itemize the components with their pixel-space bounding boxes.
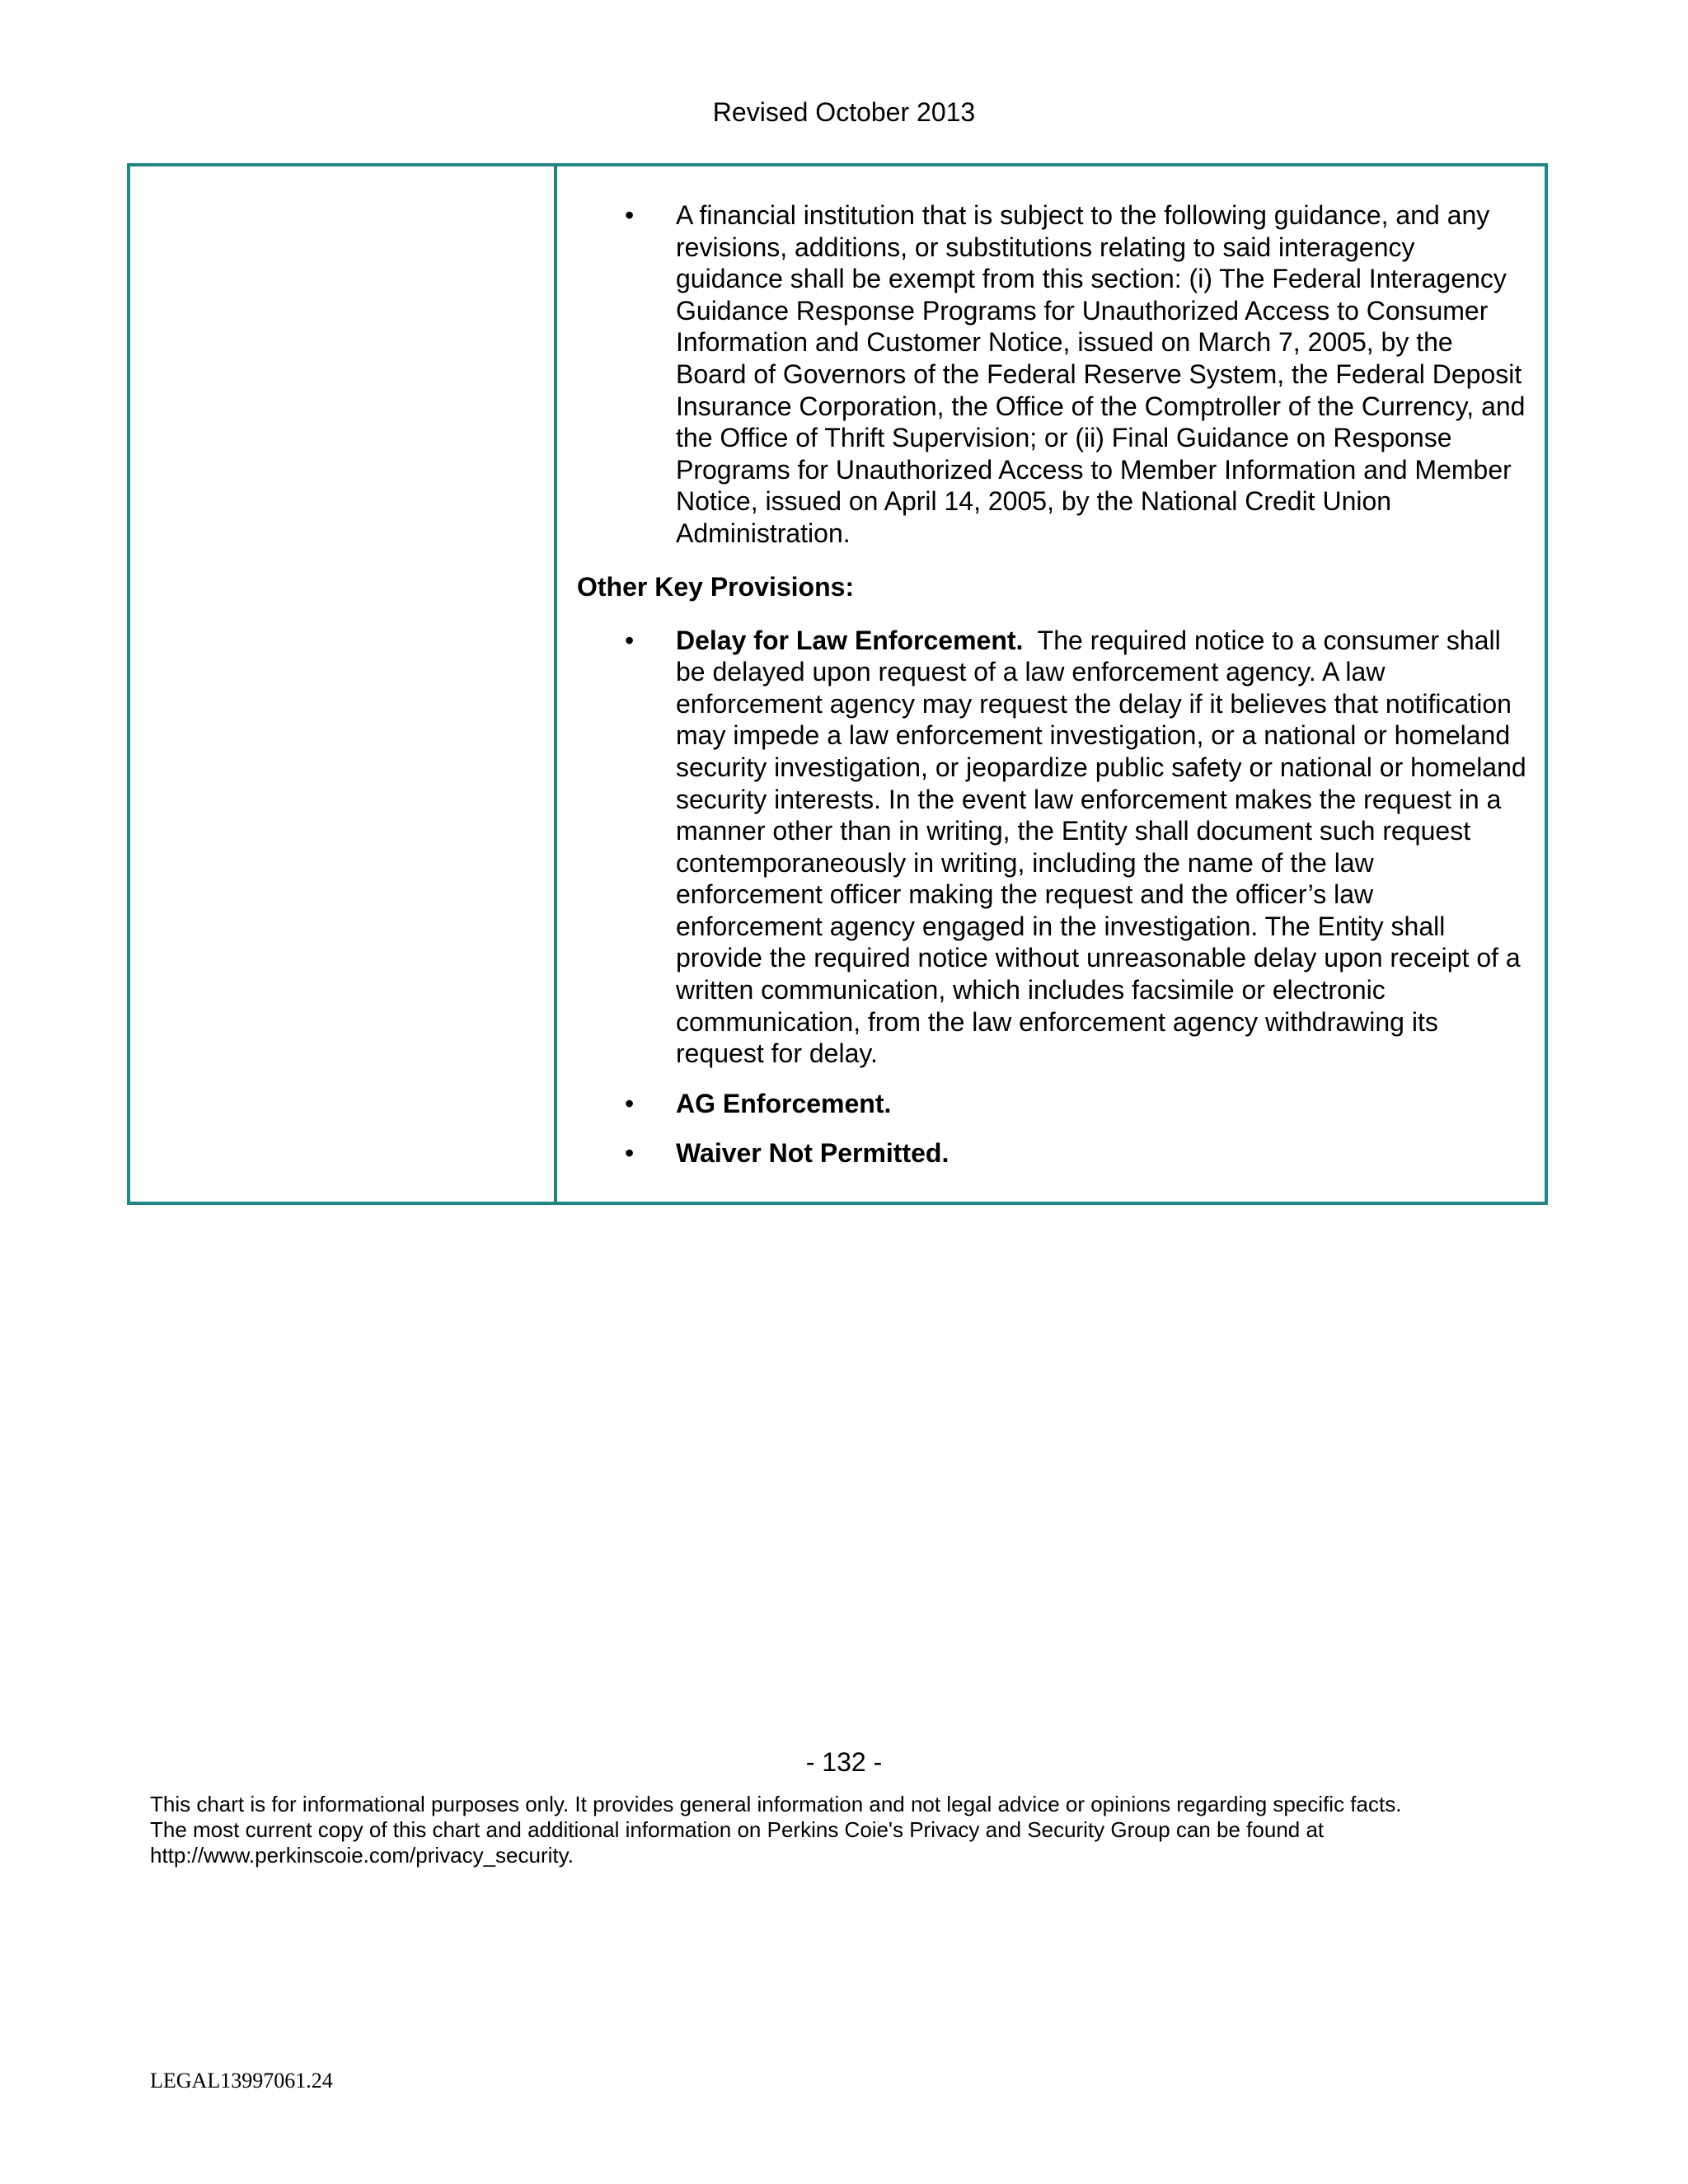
page-number: - 132 - [805,1747,883,1777]
provisions-table [127,163,1548,1205]
footer-line: The most current copy of this chart and additional information on Perkins Coie's Privacy and Security Group can be found at [150,1817,1325,1842]
document-id: LEGAL13997061.24 [150,2069,333,2093]
list-item [577,1088,1526,1120]
table-right-cell [557,166,1545,1202]
other-key-provisions-heading: Other Key Provisions: [577,571,855,602]
bullet-icon: • [625,1138,635,1169]
table-left-cell [130,166,557,1202]
bullet-icon: • [625,1088,635,1118]
footer-url: http://www.perkinscoie.com/privacy_security. [150,1843,574,1868]
bullet-icon: • [625,200,635,230]
list-item [577,1137,1526,1169]
provisions-list [577,625,1526,1170]
provision-text: The required notice to a consumer shall be delayed upon request of a law enforcement agency. A law enforcement agency may request the delay if it believes that notification may impede a law enforcement investigation, or a national or homeland security investigation, or jeopardize public safety or national or homeland security interests. In the event law enforcement makes the request in a manner other than in writing, the Entity shall document such request contemporaneously in writing, including the name of the law enforcement officer making the request and the officer’s law enforcement agency engaged in the investigation. The Entity shall provide the required notice without unreasonable delay upon receipt of a written communication, which includes facsimile or electronic communication, from the law enforcement agency withdrawing its request for delay. [676,625,1526,1069]
exemption-text: A financial institution that is subject to the following guidance, and any revisions, additions, or substitutions relating to said interagency guidance shall be exempt from this section: (i) The Federal Interagency Guidance Response Programs for Unauthorized Access to Consumer Information and Customer Notice, issued on March 7, 2005, by the Board of Governors of the Federal Reserve System, the Federal Deposit Insurance Corporation, the Office of the Comptroller of the Currency, and the Office of Thrift Supervision; or (ii) Final Guidance on Response Programs for Unauthorized Access to Member Information and Member Notice, issued on April 14, 2005, by the National Credit Union Administration. [676,200,1526,548]
list-item [577,199,1526,550]
revised-date: Revised October 2013 [712,97,976,127]
list-item [577,625,1526,1070]
provision-title: Waiver Not Permitted. [676,1138,950,1169]
footer-disclaimer [150,1792,1601,1868]
bullet-icon: • [625,625,635,655]
provision-title: Delay for Law Enforcement. [676,625,1024,655]
provision-title: AG Enforcement. [676,1088,892,1118]
exemption-list [577,199,1526,550]
footer-line: This chart is for informational purposes only. It provides general information and not legal advice or opinions regarding specific facts. [150,1792,1402,1816]
